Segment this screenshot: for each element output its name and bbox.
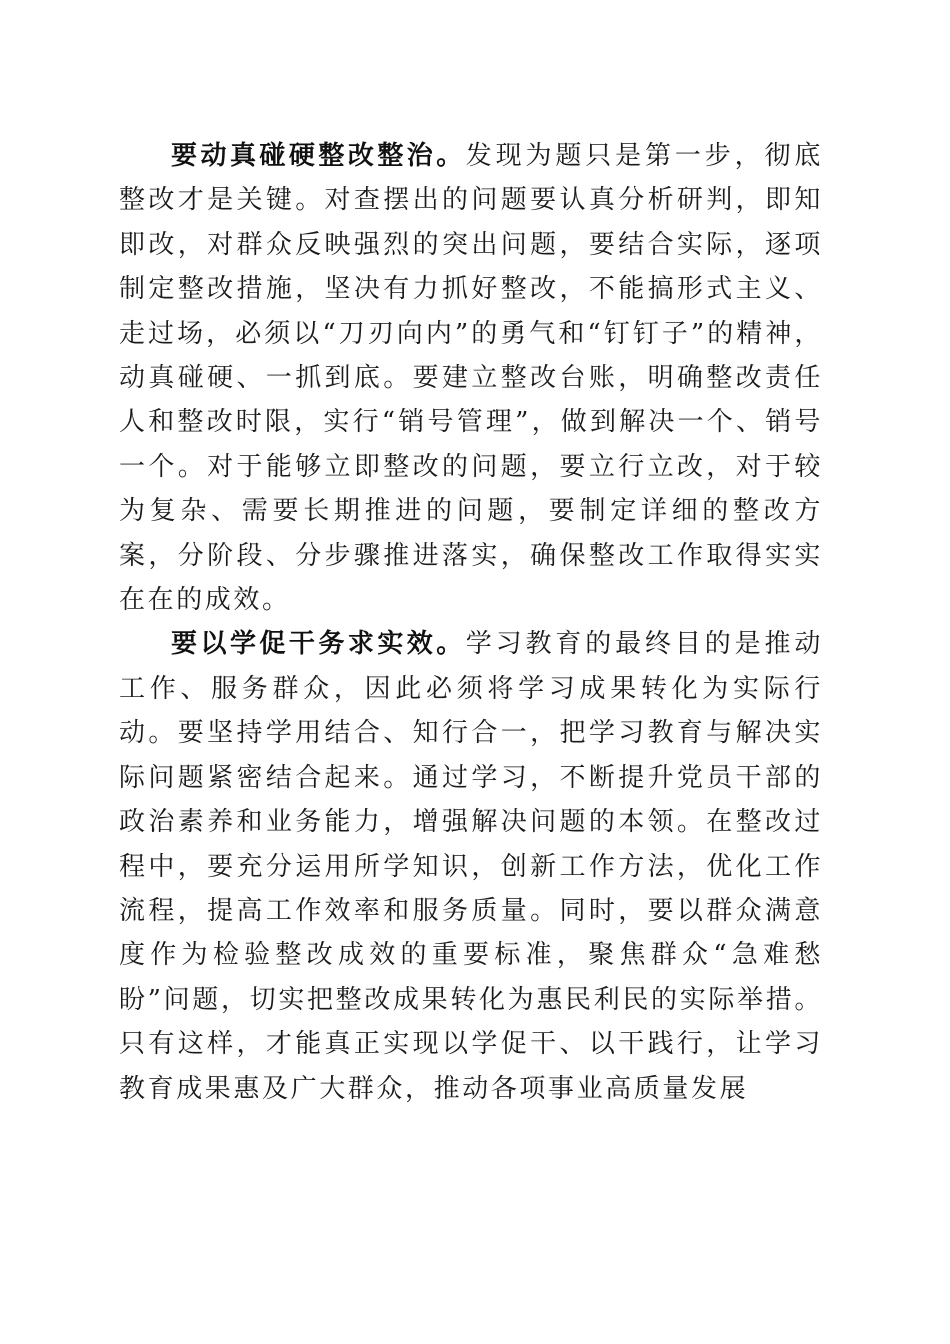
paragraph-rectification	[119, 134, 823, 622]
paragraph-learning-promotes-work	[119, 622, 823, 1110]
paragraph-heading: 要以学促干务求实效。	[171, 629, 466, 660]
document-body	[119, 134, 823, 1111]
paragraph-text: 发现为题只是第一步，彻底整改才是关键。对查摆出的问题要认真分析研判，即知即改，对群众反映强烈的突出问题，要结合实际，逐项制定整改措施，坚决有力抓好整改，不能搞形式主义、走过场，必须以“刀刃向内”的勇气和“钉钉子”的精神，动真碰硬、一抓到底。要建立整改台账，明确整改责任人和整改时限，实行“销号管理”，做到解决一个、销号一个。对于能够立即整改的问题，要立行立改，对于较为复杂、需要长期推进的问题，要制定详细的整改方案，分阶段、分步骤推进落实，确保整改工作取得实实在在的成效。	[119, 141, 823, 616]
paragraph-heading: 要动真碰硬整改整治。	[171, 141, 466, 171]
paragraph-text: 学习教育的最终目的是推动工作、服务群众，因此必须将学习成果转化为实际行动。要坚持学用结合、知行合一，把学习教育与解决实际问题紧密结合起来。通过学习，不断提升党员干部的政治素养和业务能力，增强解决问题的本领。在整改过程中，要充分运用所学知识，创新工作方法，优化工作流程，提高工作效率和服务质量。同时，要以群众满意度作为检验整改成效的重要标准，聚焦群众“急难愁盼”问题，切实把整改成果转化为惠民利民的实际举措。只有这样，才能真正实现以学促干、以干践行，让学习教育成果惠及广大群众，推动各项事业高质量发展	[119, 629, 823, 1104]
